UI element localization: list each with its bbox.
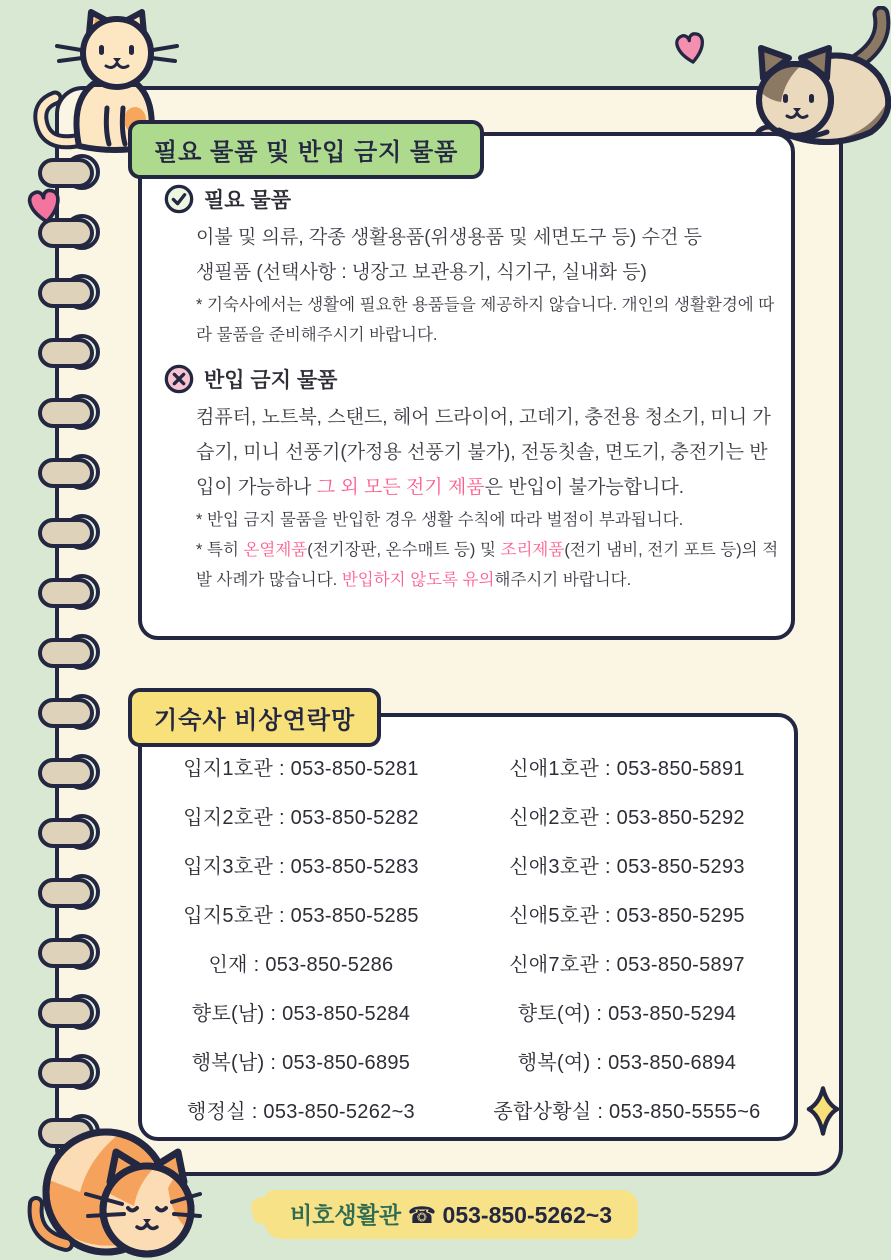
note2-text: 해주시기 바랍니다. xyxy=(494,571,632,589)
note2-text: (전기 냄비, 전기 포트 등)의 적발 사례가 많습니다. xyxy=(196,541,779,589)
binder-ring xyxy=(38,398,94,428)
section1-title-badge: 필요 물품 및 반입 금지 물품 xyxy=(128,120,484,179)
binder-ring xyxy=(38,638,94,668)
prohibited-items-body xyxy=(196,400,781,505)
sparkle-icon xyxy=(806,1086,840,1141)
section2-title-badge: 기숙사 비상연락망 xyxy=(128,688,381,747)
contact-entry: 인재 : 053-850-5286 xyxy=(208,954,394,976)
required-items-block xyxy=(196,184,777,350)
contact-entry: 입지1호관 : 053-850-5281 xyxy=(183,758,419,780)
x-circle-icon xyxy=(164,364,194,394)
binder-ring xyxy=(38,278,94,308)
binder-ring xyxy=(38,818,94,848)
binder-ring xyxy=(38,758,94,788)
prohibited-items-note1: * 반입 금지 물품을 반입한 경우 생활 수칙에 따라 벌점이 부과됩니다. xyxy=(196,511,684,529)
footer-building-label: 비호생활관 xyxy=(290,1202,402,1228)
prohibited-items-title: 반입 금지 물품 xyxy=(204,369,338,392)
cat-curled-icon xyxy=(14,1118,209,1260)
binder-ring xyxy=(38,158,94,188)
binder-ring xyxy=(38,938,94,968)
binder-ring xyxy=(38,878,94,908)
required-items-line1: 이불 및 의류, 각종 생활용품(위생용품 및 세면도구 등) 수건 등 xyxy=(196,227,702,248)
contact-grid xyxy=(142,745,794,1137)
contact-entry: 입지3호관 : 053-850-5283 xyxy=(183,856,419,878)
contact-entry: 향토(여) : 053-850-5294 xyxy=(517,1003,737,1025)
footer-contact xyxy=(264,1190,638,1239)
contact-entry: 입지5호관 : 053-850-5285 xyxy=(183,905,419,927)
contact-entry: 행복(남) : 053-850-6895 xyxy=(191,1052,411,1074)
contact-entry: 행정실 : 053-850-5262~3 xyxy=(187,1101,415,1123)
note2-highlight-warning: 반입하지 않도록 유의 xyxy=(341,571,495,589)
contact-entry: 입지2호관 : 053-850-5282 xyxy=(183,807,419,829)
required-items-line2: 생필품 (선택사항 : 냉장고 보관용기, 식기구, 실내화 등) xyxy=(196,262,647,283)
prohibited-body-highlight: 그 외 모든 전기 제품 xyxy=(316,477,485,498)
contact-entry: 신애1호관 : 053-850-5891 xyxy=(509,758,745,780)
footer-phone-number: 053-850-5262~3 xyxy=(442,1202,612,1228)
binder-ring xyxy=(38,518,94,548)
binder-ring xyxy=(38,338,94,368)
contact-entry: 종합상황실 : 053-850-5555~6 xyxy=(493,1101,761,1123)
binder-ring xyxy=(38,698,94,728)
phone-icon: ☎ xyxy=(407,1202,437,1228)
note2-text: * 특히 xyxy=(196,541,244,559)
prohibited-items-block xyxy=(196,364,777,595)
heart-icon xyxy=(669,27,714,74)
contacts-card xyxy=(138,713,798,1141)
prohibited-body-text-end: 은 반입이 불가능합니다. xyxy=(484,477,685,498)
binder-ring xyxy=(38,1058,94,1088)
binder-ring xyxy=(38,578,94,608)
check-circle-icon xyxy=(164,184,194,214)
heart-icon xyxy=(21,183,69,233)
contact-entry: 향토(남) : 053-850-5284 xyxy=(191,1003,411,1025)
required-items-note: * 기숙사에서는 생활에 필요한 용품들을 제공하지 않습니다. 개인의 생활환경에 따라 물품을 준비해주시기 바랍니다. xyxy=(196,296,775,344)
required-items-title: 필요 물품 xyxy=(204,189,291,212)
contact-entry: 신애7호관 : 053-850-5897 xyxy=(509,954,745,976)
note2-highlight-heating: 온열제품 xyxy=(243,541,308,559)
binder-ring xyxy=(38,998,94,1028)
contact-entry: 신애2호관 : 053-850-5292 xyxy=(509,807,745,829)
contact-entry: 신애5호관 : 053-850-5295 xyxy=(509,905,745,927)
prohibited-items-note2 xyxy=(196,535,781,595)
items-card xyxy=(138,132,795,640)
contact-entry: 신애3호관 : 053-850-5293 xyxy=(509,856,745,878)
note2-highlight-cooking: 조리제품 xyxy=(500,541,565,559)
contact-entry: 행복(여) : 053-850-6894 xyxy=(517,1052,737,1074)
prohibited-body-text: 컴퓨터, 노트북, 스탠드, 헤어 드라이어, 고데기, 충전용 청소기, 미니 가습기, 미니 선풍기(가정용 선풍기 불가), 전동칫솔, 면도기, 충전기는 반입이 가능하나 xyxy=(196,407,771,498)
note2-text: (전기장판, 온수매트 등) 및 xyxy=(307,541,501,559)
binder-ring xyxy=(38,458,94,488)
